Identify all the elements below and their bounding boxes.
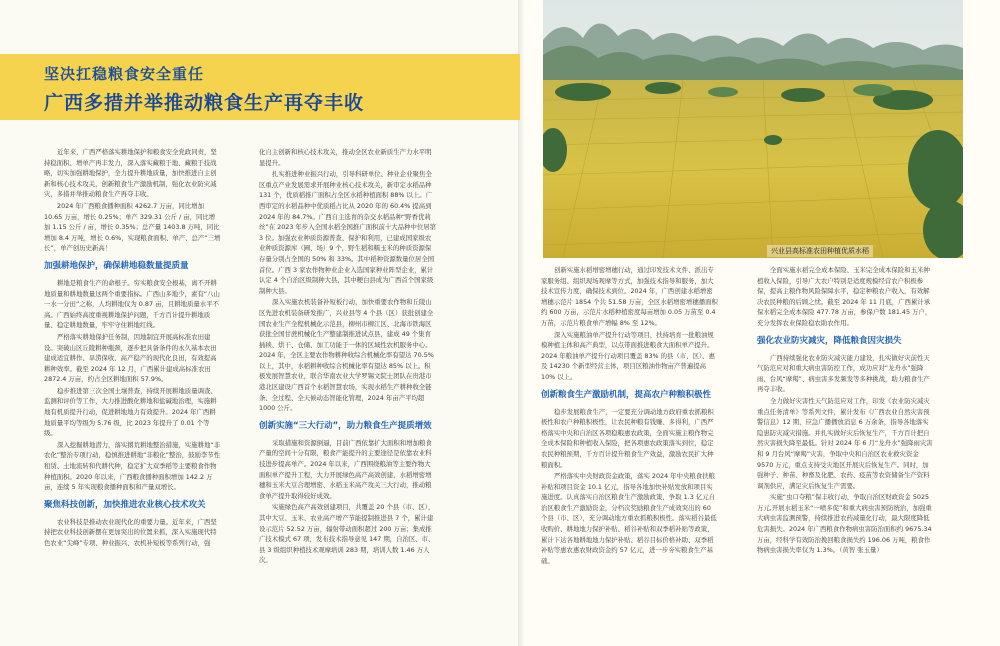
paragraph: 扎实推进种业振兴行动，引导科研单位、种业企业聚焦全区重点产业发展需求开展种业核心技术攻关，新审定水稻品种 131 个，优质稻推广面积占全区水稻种植面积 88% 以上。广西审定的水稻品种中优质稻占比从 2020 年的 60.4% 提高到 2024 年的 84.7%。广西自主选育的杂交水稻品种“野香优莉丝”在 2023 年步入全国水稻全国推广面积前十大品种中位居第 3 位。加强农业种质资源普查、保护和利用，已建成国家级农业种质资源库（圃、场）9 个，野生稻和糯玉米的种质资源保存量分别占全国的 50% 和 33%。其中稻种资源数量位居全国首位。广西 3 家农作物种业企业入选国家种业阵型企业，累计认定 4 个自治区级制种大县，其中粳白县成为广西首个国家级制种大县。	[259, 170, 437, 295]
paragraph: 化自主创新和核心技术攻关，推动全区农业新质生产力水平明显提升。	[259, 148, 432, 167]
paragraph: 严格落实中央财政资金政策，落实 2024 年中央粮食扶粮补贴和项目资金 10.1 亿元，指导各地加快补贴发放和项目实施进度。认真落实自治区粮食生产激励政策，争取 1.3 亿元自治区粮食生产激励资金，分档次奖励粮食生产成效突出的 60 个县（市、区），充分调动地方重农抓粮积极性。落实稻谷最低收购价、耕地地力保护补贴、稻谷补贴和双季稻补贴等政策，累计下达各地耕地地力保护补贴、稻谷目标价格补助、双季稻补贴等惠农惠农财政资金约 57 亿元，进一步夯实粮食生产基础。	[541, 472, 717, 565]
paragraph: 广西持续强化农业防灾减灾能力建设，扎实做好灾前性天气防范应对和重大病虫害防控工作，成功应对“龙舟水”强降雨、台风“摩羯”、病虫害多发频发等多种挑战，助力粮食生产再夺丰收。	[757, 353, 930, 394]
section-heading: 创新实施“三大行动”，助力粮食生产提质增效	[259, 420, 432, 431]
paragraph: 稳步推进第三次全国土壤普查，持续开展耕地质量调查、监测和评价等工作，大力推进酸化耕地和盐碱地治理，实施耕地有机质提升行动，促进耕地地力有效提升。2024 年广西耕地质量平均等级为 5.76 级，比 2023 年提升了 0.01 个等级。	[44, 386, 217, 438]
paragraph: 深入挖掘耕地潜力，落实撂荒耕地整治措施，实施耕地“非农化”整治专项行动，稳慎推进耕地“非粮化”整治，鼓励李节性租赁、土地流转和代耕代种，稳定扩大双季稻等主要粮食作物种植面积。2020 年以来，广西粮食播种面积增加 142.2 万亩，连续 5 年实现粮食播种面积和产量双增长。	[44, 440, 221, 492]
text-column-1	[44, 147, 221, 550]
section-heading: 聚焦科技创新，加快推进农业核心技术攻关	[44, 499, 206, 510]
section-heading: 加强耕地保护，确保耕地稳数量提质量	[44, 260, 189, 271]
paragraph: 实施绿色高产高效创建项目，共覆盖 20 个县（市、区），其中大豆、玉米、农业高产增产节能提制推进县 7 个，累计建设示范片 52.52 万亩，辐射带动面积超过 200 万亩；集成推广技术模式 67 项，发布技术指导意见 147 期，自治区、市、县 3 级组织种植技术观摩培训 283 期，培训人数 1.46 万人次。	[259, 503, 435, 565]
section-heading: 强化农业防灾减灾，降低粮食因灾损失	[757, 335, 902, 346]
article-kicker: 坚决扛稳粮食安全重任	[44, 65, 205, 83]
paragraph: 农业科技是推动农业现代化的重要力量。近年来，广西坚持把农业科技创新摆在更加突出的位置来抓，深入实施现代特色农业“尖峰”专项、种业振兴、农机补短板等系列行动，强	[44, 517, 217, 547]
rice-field-illustration	[543, 0, 963, 258]
text-column-2	[259, 147, 436, 567]
paragraph: 耕地是粮食生产的命根子。穷实粮食安全根基，离不开耕地质量和耕地数量这两个重要指标。广西山多地少，素有“八山一水一分田”之称，人均耕地仅为 0.87 亩，且耕地质量水平不高。广西始终高度重视耕地保护问题，千方百计提升耕地质量、稳定耕地数量，牢牢守住耕地红线。	[44, 278, 220, 330]
paragraph: 深入实施农机装备补短板行动，加快重要农作物和丘陵山区先进农机装备研发推广，兴业县等 4 个县（区）获批创建全国农业生产全程机械化示范县，柳州市柳江区、北海市铁海区获批全国甘蔗机械化生产整建制推进试点县，建成 49 个集育插秧、烘干、仓储、加工功能于一体的区域性农机服务中心。2024 年，全区主要农作物耕种收综合机械化率有望达 70.5% 以上，其中，水稻耕种收综合机械化率有望达 85% 以上。积极发展智慧农业，联合华南农业大学罗锡文院士团队在贵港市港北区建设广西首个水稻智慧农场，实现水稻生产耕种收全链条、全过程、全天候动态智能化管理，2024 年亩产平均超 1000 公斤。	[259, 298, 434, 413]
paragraph: 创新实施水稻增密增穗行动，通过印发技术文件、派出专家服务组、组织现场观摩等方式，加强技术指导和服务，加大技术宣传力度，确保技术到位。2024 年，广西创建水稻增密增穗示范片 1854 个共 51.58 万亩，全区水稻增密增穗播面积约 600 万亩，示范片水稻种植密度每亩增加 0.05 万苗至 0.4 万苗，示范片粮食单产增幅 8% 至 12%。	[541, 266, 718, 327]
paragraph: 采取措施和资源倒逼，目前广西依靠扩大面积和增加粮食产量的空间十分有限，粮食产能提升的主要途径是依靠农业科技进步提高单产。2024 年以来，广西围绕粮油等主要作物大面积单产提升工程，大力开展绿色高产高效创建，水稻增密增穗和玉米大豆合理增密、水稻玉米高产攻关三大行动，推动粮食单产提升取得较好成效。	[259, 438, 432, 500]
paragraph: 深入实施粮油单产提升行动等项目，扶持培育一批粮油规模种植主体和高产典型，以点带面推进粮食大面积单产提升。2024 年粮油单产提升行动项目覆盖 83% 的县（市、区）、惠及 14230 个新型经营主体，项目区粮油作物亩产普遍提高 10% 以上。	[541, 330, 715, 381]
paragraph: 实施“虫口夺粮”保丰收行动，争取自治区财政资金 5025 万元,开展水稻玉米“一喷多促”和重大病虫害预防统治，加强重大病虫害监测预警，持续推进农药减量化行动，最大限度降低危害损失。2024 年广西粮食作物病虫害防治面积约 9675.34 万亩，经科学有效防治挽回粮食损失约 196.06 万吨，粮食作物病虫害损失率仅为 1.3%。（黄智 张玉量）	[757, 493, 932, 555]
article-headline: 广西多措并举推动粮食生产再夺丰收	[44, 92, 365, 114]
paragraph: 严格落实耕地保护任务制，因地制宜开展高标准农田建设。突破山区丘陵耕种瓶颈，逐步把具备条件的永久基本农田建成适宜耕作、旱涝保收、高产稳产的现代化良田，有效提高耕种效率。截至 2024 年 12 月，广西累计建成高标准农田 2872.4 万亩，约占全区耕地面积 57.9%。	[44, 332, 217, 384]
rice-field-photo	[543, 0, 963, 258]
paragraph: 2024 年广西粮食播种面积 4262.7 万亩，同比增加 10.65 万亩，增长 0.25%；单产 329.31 公斤 / 亩，同比增加 1.15 公斤 / 亩，增长 0.35%；总产量 1403.8 万吨，同比增加 8.4 万吨，增长 0.6%，实现粮食面积、单产、总产“三增长”，单产创历史新高！	[44, 201, 221, 253]
text-column-3	[541, 265, 718, 567]
photo-caption: 兴业县高标准农田种植优质水稻	[767, 245, 873, 257]
paragraph: 全力做好灾害性天气防范应对工作，印发《农业防灾减灾重点任务清单》等系列文件，累计发布《广西农业自然灾害预警信息》12 期，应急广播播放消息 6 万余条，指导各地落实隐患防灾减灾措施。并扎实做好灾后恢复生产，千方百计把自然灾害损失降至最低。针对 2024 年 6 月“龙舟水”强降雨灾害和 9 月台风“摩羯”灾害，争取中央和自治区农业救灾资金 9570 万元，重点支持受灾地区开展灾后恢复生产。同时，加强种子、种苗、种畜及化肥、农药、疫苗等农资储备生产资料调剂供应，满足灾后恢复生产需要。	[757, 396, 933, 490]
paragraph: 稳步发展粮食生产，一定要充分调动地方政府重农抓粮积极性和农户种粮积极性，让农民种粮有钱赚、多得利，广西严格落实中央和自治区各项稳粮惠农政策，全面实施主粮作物完全成本保险和种植收入保险，把各项惠农政策落实到位，稳定农民种粮预期，千方百计提升粮食生产效益，激励农民扩大种粮面积。	[541, 407, 714, 469]
text-column-4	[757, 265, 934, 557]
paragraph: 近年来，广西严格落实耕地保护和粮食安全党政同责，坚持稳面积、增单产再丰发力，深入落实藏粮于地、藏粮于技战略，切实加强耕地保护，全力提升耕地质量，加快推进自主创新和核心技术攻关，创新粮食生产激励机制，强化农业防灾减灾，多措并举推动粮食生产再夺丰收。	[44, 148, 217, 199]
paragraph: 全面实施水稻完全成本保险、玉米完全成本保险和玉米种植收入保险，引导广大农户特别是适度规模经营农户积极参保，提高主粮作物风险保障水平，稳定种粮农户收入，有效解决农民种粮的后顾之忧。截至 2024 年 11 月底，广西累计承保水稻完全成本保险 477.78 万亩，参保户数 181.45 万户，充分发挥农业保险稳农助农作用。	[757, 266, 932, 327]
section-heading: 创新粮食生产激励机制，提高农户种粮积极性	[541, 389, 712, 400]
